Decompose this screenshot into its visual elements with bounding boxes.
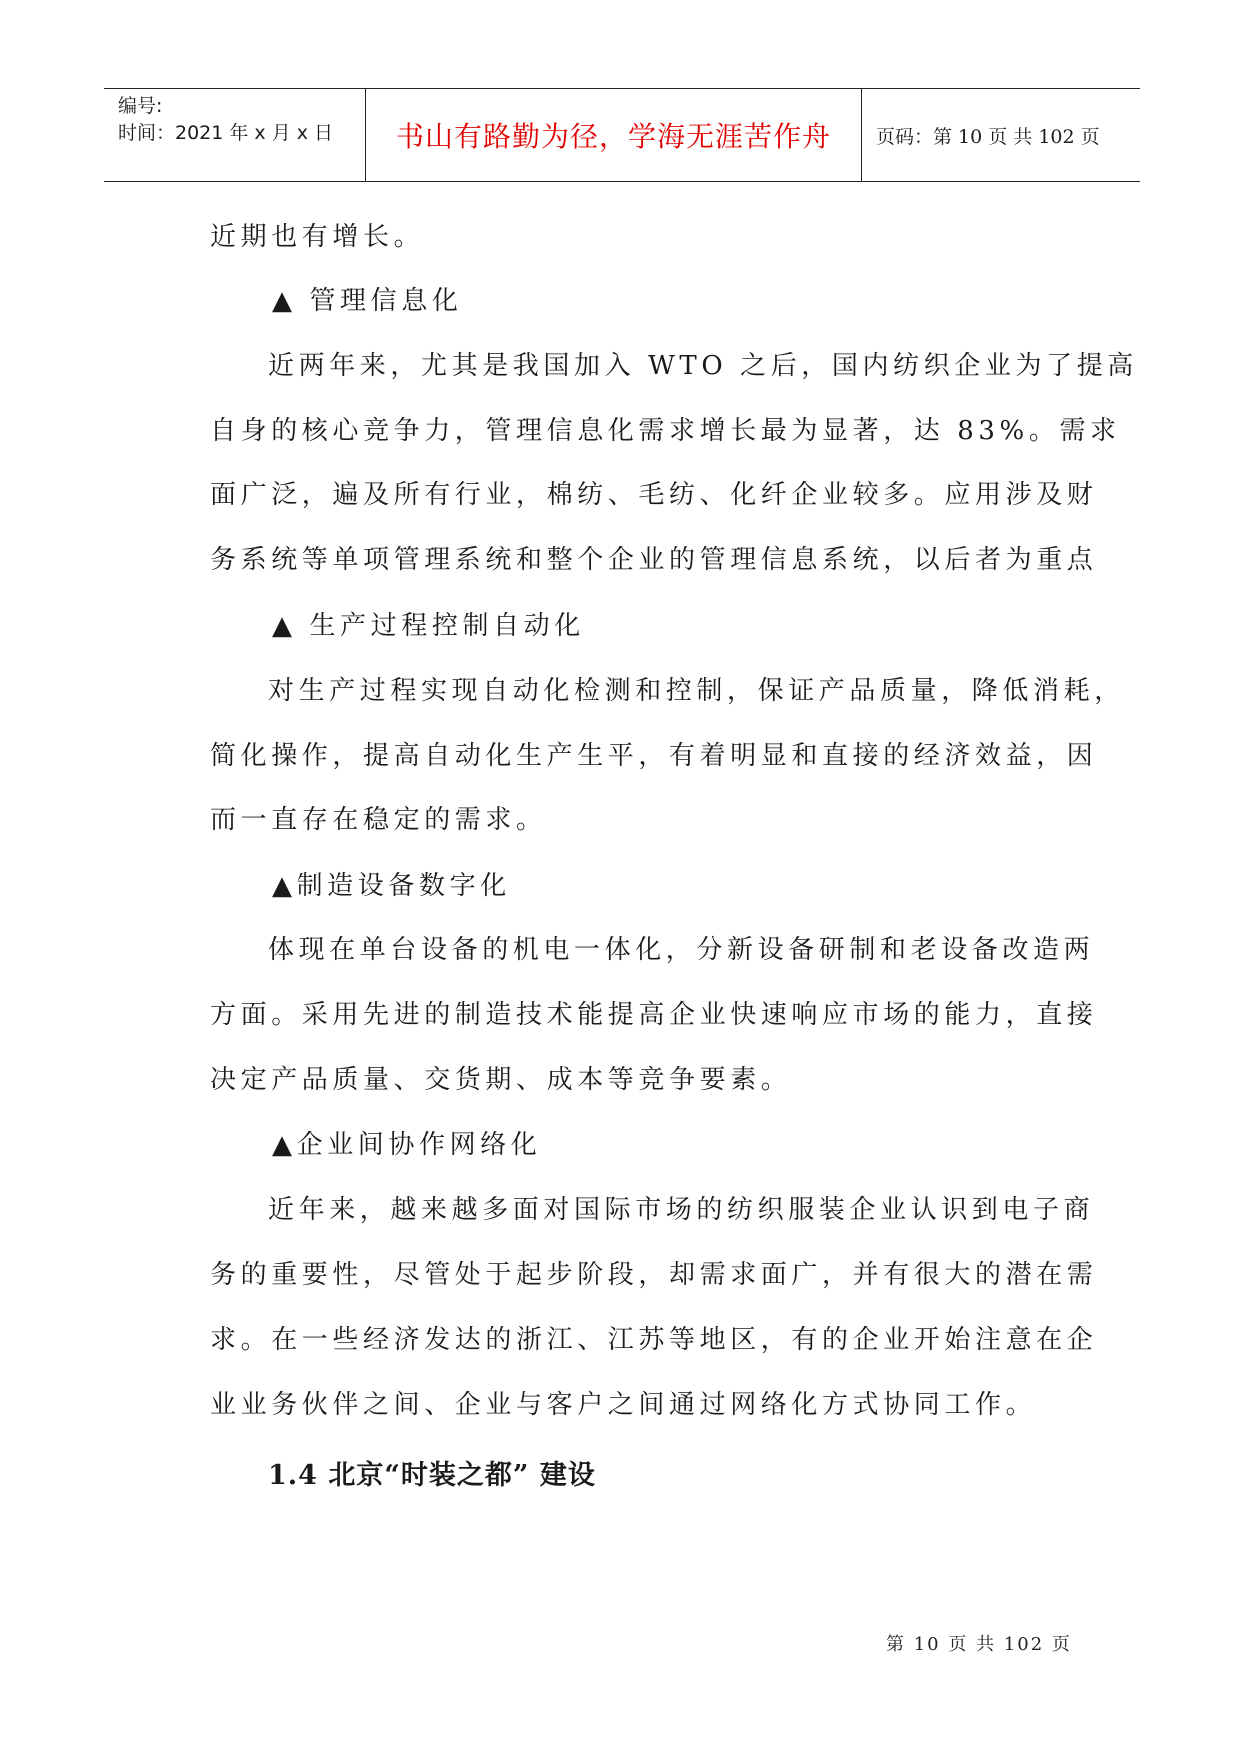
paragraph-line: 方面。采用先进的制造技术能提高企业快速响应市场的能力，直接 xyxy=(210,1000,1098,1030)
paragraph-line: 近年来，越来越多面对国际市场的纺织服装企业认识到电子商 xyxy=(268,1195,1095,1225)
paragraph-line: 自身的核心竞争力，管理信息化需求增长最为显著，达 83%。需求 xyxy=(210,416,1121,446)
paragraph-line: 求。在一些经济发达的浙江、江苏等地区，有的企业开始注意在企 xyxy=(210,1325,1098,1355)
paragraph-line: 体现在单台设备的机电一体化，分新设备研制和老设备改造两 xyxy=(268,935,1095,965)
paragraph-line: 业业务伙伴之间、企业与客户之间通过网络化方式协同工作。 xyxy=(210,1390,1037,1420)
paragraph-line: 面广泛，遍及所有行业，棉纺、毛纺、化纤企业较多。应用涉及财 xyxy=(210,480,1098,510)
page-footer-number: 第 10 页 共 102 页 xyxy=(886,1634,1072,1655)
paragraph-line: 简化操作，提高自动化生产生平，有着明显和直接的经济效益，因 xyxy=(210,741,1098,771)
document-number-label: 编号: xyxy=(118,95,163,117)
subheading-production-automation: ▲ 生产过程控制自动化 xyxy=(272,611,585,641)
paragraph-line: 决定产品质量、交货期、成本等竞争要素。 xyxy=(210,1065,792,1095)
header-motto-cell xyxy=(366,89,862,181)
paragraph-line: 务的重要性，尽管处于起步阶段，却需求面广，并有很大的潜在需 xyxy=(210,1260,1098,1290)
paragraph-line: 对生产过程实现自动化检测和控制，保证产品质量，降低消耗， xyxy=(268,676,1125,706)
page-header xyxy=(104,88,1140,182)
subheading-management-informatization: ▲ 管理信息化 xyxy=(272,286,463,316)
paragraph-line: 而一直存在稳定的需求。 xyxy=(210,805,547,835)
subheading-equipment-digitalization: ▲制造设备数字化 xyxy=(272,871,511,901)
paragraph-line: 务系统等单项管理系统和整个企业的管理信息系统，以后者为重点 xyxy=(210,545,1098,575)
section-heading: 1.4 北京“时装之都” 建设 xyxy=(268,1460,596,1491)
paragraph-line: 近两年来，尤其是我国加入 WTO 之后，国内纺织企业为了提高 xyxy=(268,351,1138,381)
header-motto: 书山有路勤为径，学海无涯苦作舟 xyxy=(395,120,831,153)
paragraph-line: 近期也有增长。 xyxy=(210,222,425,252)
document-time-label: 时间：2021 年 x 月 x 日 xyxy=(118,122,334,144)
subheading-enterprise-networking: ▲企业间协作网络化 xyxy=(272,1130,542,1160)
header-page-info: 页码：第 10 页 共 102 页 xyxy=(876,125,1100,148)
header-meta xyxy=(104,89,366,181)
